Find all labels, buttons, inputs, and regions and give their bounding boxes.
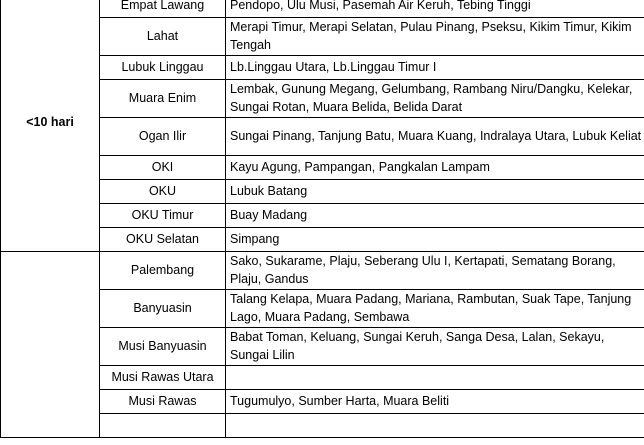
region-cell: Palembang: [100, 252, 226, 290]
district-cell: Buay Madang: [226, 204, 644, 228]
district-cell: Tugumulyo, Sumber Harta, Muara Beliti: [226, 390, 644, 414]
district-cell: Merapi Timur, Merapi Selatan, Pulau Pinang, Pseksu, Kikim Timur, Kikim Tengah: [226, 18, 644, 56]
region-cell: Lubuk Linggau: [100, 56, 226, 80]
region-cell: OKU Timur: [100, 204, 226, 228]
region-cell: Musi Banyuasin: [100, 328, 226, 366]
region-cell: Lahat: [100, 18, 226, 56]
region-cell: Muara Enim: [100, 80, 226, 118]
district-cell: Pendopo, Ulu Musi, Pasemah Air Keruh, Tebing Tinggi: [226, 0, 644, 18]
region-cell: OKI: [100, 156, 226, 180]
table-row: [1, 252, 644, 290]
region-cell: Musi Rawas: [100, 390, 226, 414]
region-cell: Musi Rawas Utara: [100, 366, 226, 390]
district-cell: Talang Kelapa, Muara Padang, Mariana, Rambutan, Suak Tape, Tanjung Lago, Muara Padang, Sembawa: [226, 290, 644, 328]
district-cell: Simpang: [226, 228, 644, 252]
district-cell: [226, 366, 644, 390]
region-cell: Banyuasin: [100, 290, 226, 328]
district-cell: Kayu Agung, Pampangan, Pangkalan Lampam: [226, 156, 644, 180]
region-cell: Empat Lawang: [100, 0, 226, 18]
region-cell: OKU Selatan: [100, 228, 226, 252]
table-row: [1, 0, 644, 18]
district-cell: Lubuk Batang: [226, 180, 644, 204]
region-cell: Ogan Ilir: [100, 118, 226, 156]
district-cell: Babat Toman, Keluang, Sungai Keruh, Sanga Desa, Lalan, Sekayu, Sungai Lilin: [226, 328, 644, 366]
district-cell: Sako, Sukarame, Plaju, Seberang Ulu I, Kertapati, Sematang Borang, Plaju, Gandus: [226, 252, 644, 290]
district-cell: Lembak, Gunung Megang, Gelumbang, Rambang Niru/Dangku, Kelekar, Sungai Rotan, Muara Belida, Belida Darat: [226, 80, 644, 118]
region-cell: OKU: [100, 180, 226, 204]
group-label-cell: [1, 252, 100, 438]
district-cell: [226, 414, 644, 438]
region-cell: [100, 414, 226, 438]
district-cell: Lb.Linggau Utara, Lb.Linggau Timur I: [226, 56, 644, 80]
district-cell: Sungai Pinang, Tanjung Batu, Muara Kuang, Indralaya Utara, Lubuk Keliat: [226, 118, 644, 156]
group-label-cell: <10 hari: [1, 0, 100, 252]
